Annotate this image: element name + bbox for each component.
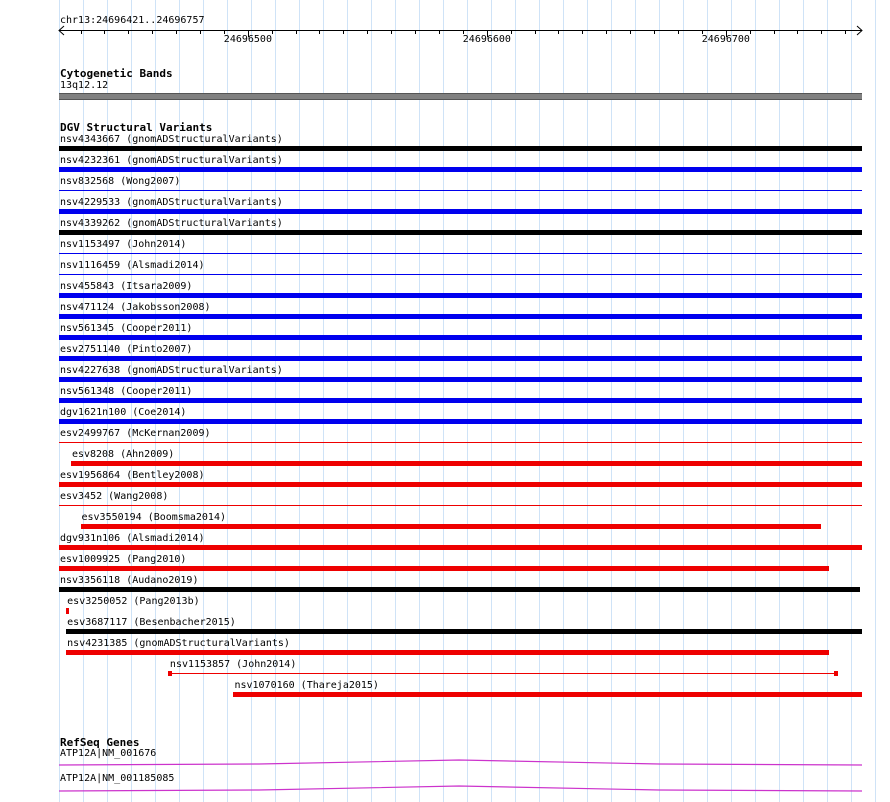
refseq-track-title: RefSeq Genes: [60, 736, 140, 749]
variant-label: nsv3356118 (Audano2019): [60, 575, 199, 586]
variant-label: nsv471124 (Jakobsson2008): [60, 302, 211, 313]
variant-feature[interactable]: [59, 377, 862, 382]
variant-feature[interactable]: [169, 673, 836, 674]
cytoband-track-title: Cytogenetic Bands: [60, 67, 173, 80]
variant-feature[interactable]: [59, 356, 862, 361]
variant-feature[interactable]: [71, 461, 862, 466]
variant-label: nsv4227638 (gnomADStructuralVariants): [60, 365, 283, 376]
variant-label: nsv1153497 (John2014): [60, 239, 187, 250]
refseq-gene-label: ATP12A|NM_001185085: [60, 773, 175, 784]
variant-label: nsv832568 (Wong2007): [60, 176, 181, 187]
variant-feature[interactable]: [59, 190, 862, 191]
variant-feature[interactable]: [233, 692, 862, 697]
variant-label: esv3550194 (Boomsma2014): [81, 512, 226, 523]
variant-feature[interactable]: [59, 587, 860, 592]
variant-label: esv3452 (Wang2008): [60, 491, 169, 502]
variant-label: esv8208 (Ahn2009): [71, 449, 175, 460]
variant-feature[interactable]: [59, 566, 829, 571]
variant-feature[interactable]: [59, 442, 862, 443]
variant-feature[interactable]: [59, 314, 862, 319]
cytoband-label: 13q12.12: [60, 80, 109, 91]
cytoband-bar[interactable]: [59, 93, 862, 100]
variant-label: esv1956864 (Bentley2008): [60, 470, 205, 481]
variant-feature[interactable]: [59, 253, 862, 254]
variant-label: nsv561348 (Cooper2011): [60, 386, 193, 397]
tick-label: 24696500: [223, 34, 272, 45]
variant-label: nsv4343667 (gnomADStructuralVariants): [60, 134, 283, 145]
variant-feature[interactable]: [59, 545, 862, 550]
variant-feature[interactable]: [66, 629, 862, 634]
variant-feature[interactable]: [59, 335, 862, 340]
tick-label: 24696600: [462, 34, 511, 45]
variant-label: nsv4232361 (gnomADStructuralVariants): [60, 155, 283, 166]
variant-feature[interactable]: [81, 524, 822, 529]
variant-label: nsv1070160 (Thareja2015): [234, 680, 379, 691]
variant-feature[interactable]: [59, 482, 862, 487]
variant-label: nsv561345 (Cooper2011): [60, 323, 193, 334]
variant-feature[interactable]: [59, 167, 862, 172]
dgv-track-title: DGV Structural Variants: [60, 121, 213, 134]
refseq-gene-feature[interactable]: [59, 757, 862, 769]
variant-label: nsv1116459 (Alsmadi2014): [60, 260, 205, 271]
variant-label: esv3687117 (Besenbacher2015): [67, 617, 236, 628]
variant-feature[interactable]: [66, 608, 69, 614]
variant-feature[interactable]: [59, 274, 862, 275]
variant-feature[interactable]: [59, 505, 862, 506]
location-label: chr13:24696421..24696757: [60, 15, 205, 26]
variant-label: nsv1153857 (John2014): [169, 659, 297, 670]
variant-label: nsv455843 (Itsara2009): [60, 281, 193, 292]
variant-feature[interactable]: [59, 230, 862, 235]
variant-feature[interactable]: [59, 209, 862, 214]
variant-label: esv2751140 (Pinto2007): [60, 344, 193, 355]
variant-label: nsv4231385 (gnomADStructuralVariants): [67, 638, 290, 649]
refseq-gene-label: ATP12A|NM_001676: [60, 748, 157, 759]
variant-label: esv3250052 (Pang2013b): [67, 596, 200, 607]
variant-label: esv2499767 (McKernan2009): [60, 428, 211, 439]
variant-feature[interactable]: [59, 146, 862, 151]
variant-label: nsv4339262 (gnomADStructuralVariants): [60, 218, 283, 229]
variant-feature[interactable]: [59, 419, 862, 424]
variant-feature[interactable]: [59, 398, 862, 403]
tick-label: 24696700: [701, 34, 750, 45]
variant-label: dgv1621n100 (Coe2014): [60, 407, 187, 418]
variant-feature[interactable]: [59, 293, 862, 298]
variant-feature[interactable]: [66, 650, 828, 655]
variant-label: esv1009925 (Pang2010): [60, 554, 187, 565]
variant-label: nsv4229533 (gnomADStructuralVariants): [60, 197, 283, 208]
variant-label: dgv931n106 (Alsmadi2014): [60, 533, 205, 544]
refseq-gene-feature[interactable]: [59, 782, 862, 794]
